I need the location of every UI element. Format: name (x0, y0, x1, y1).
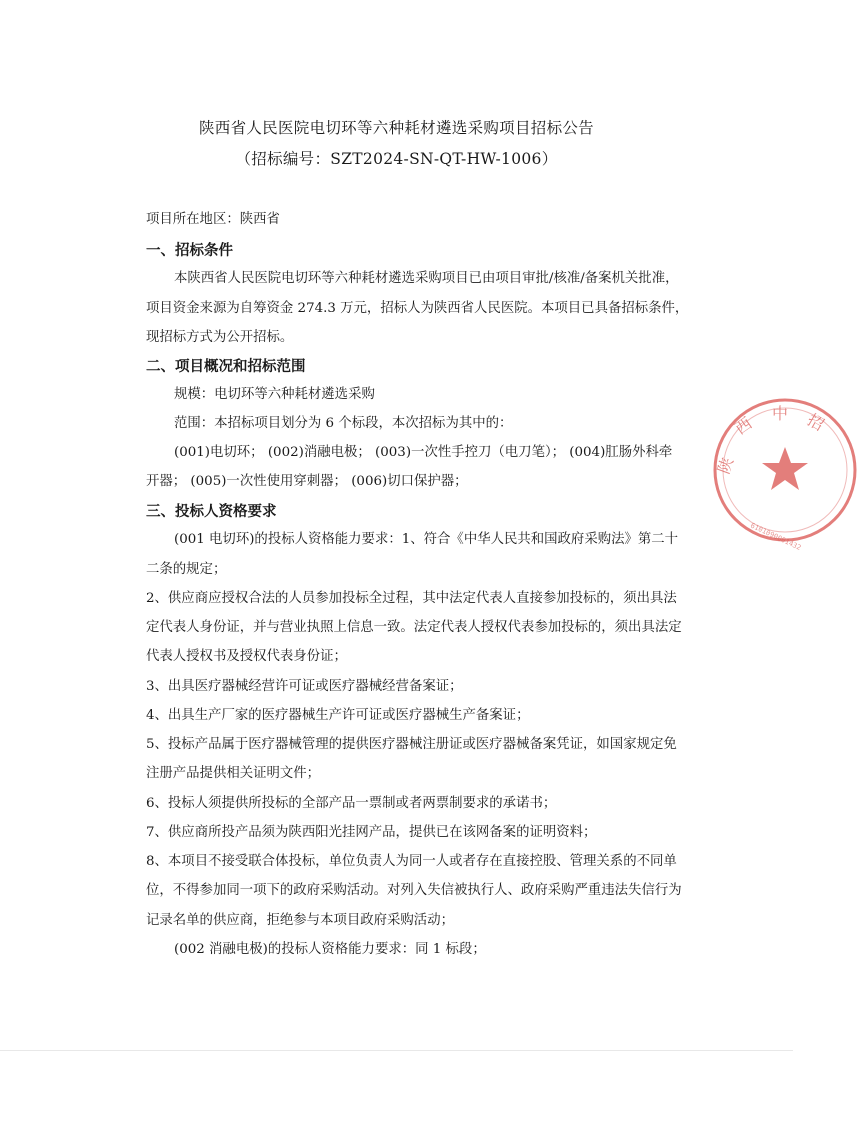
paragraph-line: 位，不得参加同一项下的政府采购活动。对列入失信被执行人、政府采购严重违法失信行为 (146, 883, 682, 898)
paragraph-line: 代表人授权书及授权代表身份证； (146, 649, 347, 664)
section-heading-1: 一、招标条件 (146, 242, 233, 259)
paragraph-line: 7、供应商所投产品须为陕西阳光挂网产品，提供已在该网备案的证明资料； (146, 825, 597, 840)
section-heading-2: 二、项目概况和招标范围 (146, 358, 306, 375)
paragraph-line: 二条的规定； (146, 562, 227, 577)
paragraph-line: (001)电切环； (002)消融电极； (003)一次性手控刀（电刀笔）； (004)肛肠外科牵 (174, 445, 673, 460)
project-region: 项目所在地区：陕西省 (146, 212, 280, 227)
paragraph-line: 项目资金来源为自筹资金 274.3 万元，招标人为陕西省人民医院。本项目已具备招标条件， (146, 301, 689, 316)
tender-number: （招标编号：SZT2024-SN-QT-HW-1006） (235, 150, 558, 168)
paragraph-line: 规模：电切环等六种耗材遴选采购 (174, 387, 375, 402)
paragraph-line: 3、出具医疗器械经营许可证或医疗器械经营备案证； (146, 679, 463, 694)
svg-text:中: 中 (772, 404, 789, 423)
paragraph-line: (002 消融电极)的投标人资格能力要求：同 1 标段； (174, 942, 486, 957)
paragraph-line: 范围：本招标项目划分为 6 个标段，本次招标为其中的： (174, 416, 513, 431)
paragraph-line: (001 电切环)的投标人资格能力要求：1、符合《中华人民共和国政府采购法》第二十 (174, 532, 679, 547)
paragraph-line: 定代表人身份证，并与营业执照上信息一致。法定代表人授权代表参加投标的，须出具法定 (146, 620, 682, 635)
paragraph-line: 4、出具生产厂家的医疗器械生产许可证或医疗器械生产备案证； (146, 708, 530, 723)
paragraph-line: 6、投标人须提供所投标的全部产品一票制或者两票制要求的承诺书； (146, 796, 557, 811)
paragraph-line: 2、供应商应授权合法的人员参加投标全过程，其中法定代表人直接参加投标的，须出具法 (146, 591, 677, 606)
paragraph-line: 开器； (005)一次性使用穿刺器； (006)切口保护器； (146, 474, 468, 489)
svg-text:招: 招 (804, 410, 828, 435)
paragraph-line: 现招标方式为公开招标。 (146, 330, 294, 345)
official-seal-stamp (710, 395, 860, 552)
svg-text:6101090001432: 6101090001432 (749, 521, 803, 552)
paragraph-line: 8、本项目不接受联合体投标，单位负责人为同一人或者存在直接控股、管理关系的不同单 (146, 854, 677, 869)
page-bottom-edge (0, 1050, 793, 1051)
paragraph-line: 5、投标产品属于医疗器械管理的提供医疗器械注册证或医疗器械备案凭证，如国家规定免 (146, 737, 677, 752)
paragraph-line: 记录名单的供应商，拒绝参与本项目政府采购活动； (146, 913, 454, 928)
paragraph-line: 本陕西省人民医院电切环等六种耗材遴选采购项目已由项目审批/核准/备案机关批准， (174, 271, 679, 286)
svg-text:西: 西 (731, 413, 756, 439)
section-heading-3: 三、投标人资格要求 (146, 503, 277, 520)
document-title: 陕西省人民医院电切环等六种耗材遴选采购项目招标公告 (198, 119, 594, 137)
svg-text:陕: 陕 (713, 454, 738, 477)
paragraph-line: 注册产品提供相关证明文件； (146, 766, 321, 781)
